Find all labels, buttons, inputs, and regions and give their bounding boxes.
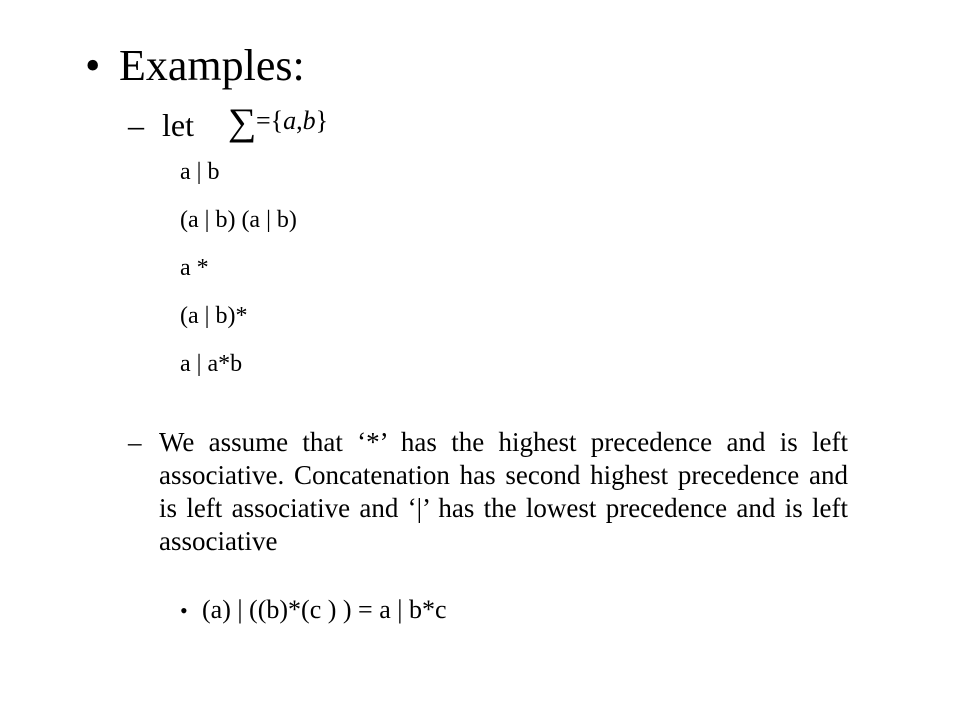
alphabet-set — [256, 108, 328, 134]
set-element-b: b — [302, 106, 316, 135]
sub-example-text: (a) | ((b)*(c ) ) = a | b*c — [202, 595, 447, 624]
regex-example: (a | b)* — [180, 303, 248, 329]
set-open-brace: { — [270, 106, 284, 135]
set-element-a: a — [283, 106, 297, 135]
precedence-assumption — [128, 426, 848, 558]
regex-example: (a | b) (a | b) — [180, 207, 297, 233]
set-close-brace: } — [315, 106, 329, 135]
bullet-marker: • — [85, 41, 101, 90]
regex-example: a | a*b — [180, 351, 243, 377]
dash-marker: – — [128, 427, 142, 457]
regex-example: a | b — [180, 159, 220, 185]
sigma-symbol: ∑ — [228, 100, 257, 143]
slide-heading: Examples: — [119, 41, 305, 90]
dash-marker: – — [128, 107, 144, 143]
sub-bullet-marker: • — [180, 598, 188, 623]
regex-example: a * — [180, 255, 209, 281]
set-comma: , — [296, 106, 303, 135]
heading-bullet — [85, 40, 305, 92]
regex-examples-list — [180, 156, 297, 396]
equals-sign: = — [256, 106, 271, 135]
let-line — [128, 106, 224, 144]
sub-bullet-example — [180, 594, 447, 627]
let-word: let — [162, 107, 194, 143]
assumption-text: We assume that ‘*’ has the highest precedence and is left associative. Concatenation has second highest precedence and is left associative and ‘|’ has the lowest precedence and is left associative — [159, 427, 848, 556]
